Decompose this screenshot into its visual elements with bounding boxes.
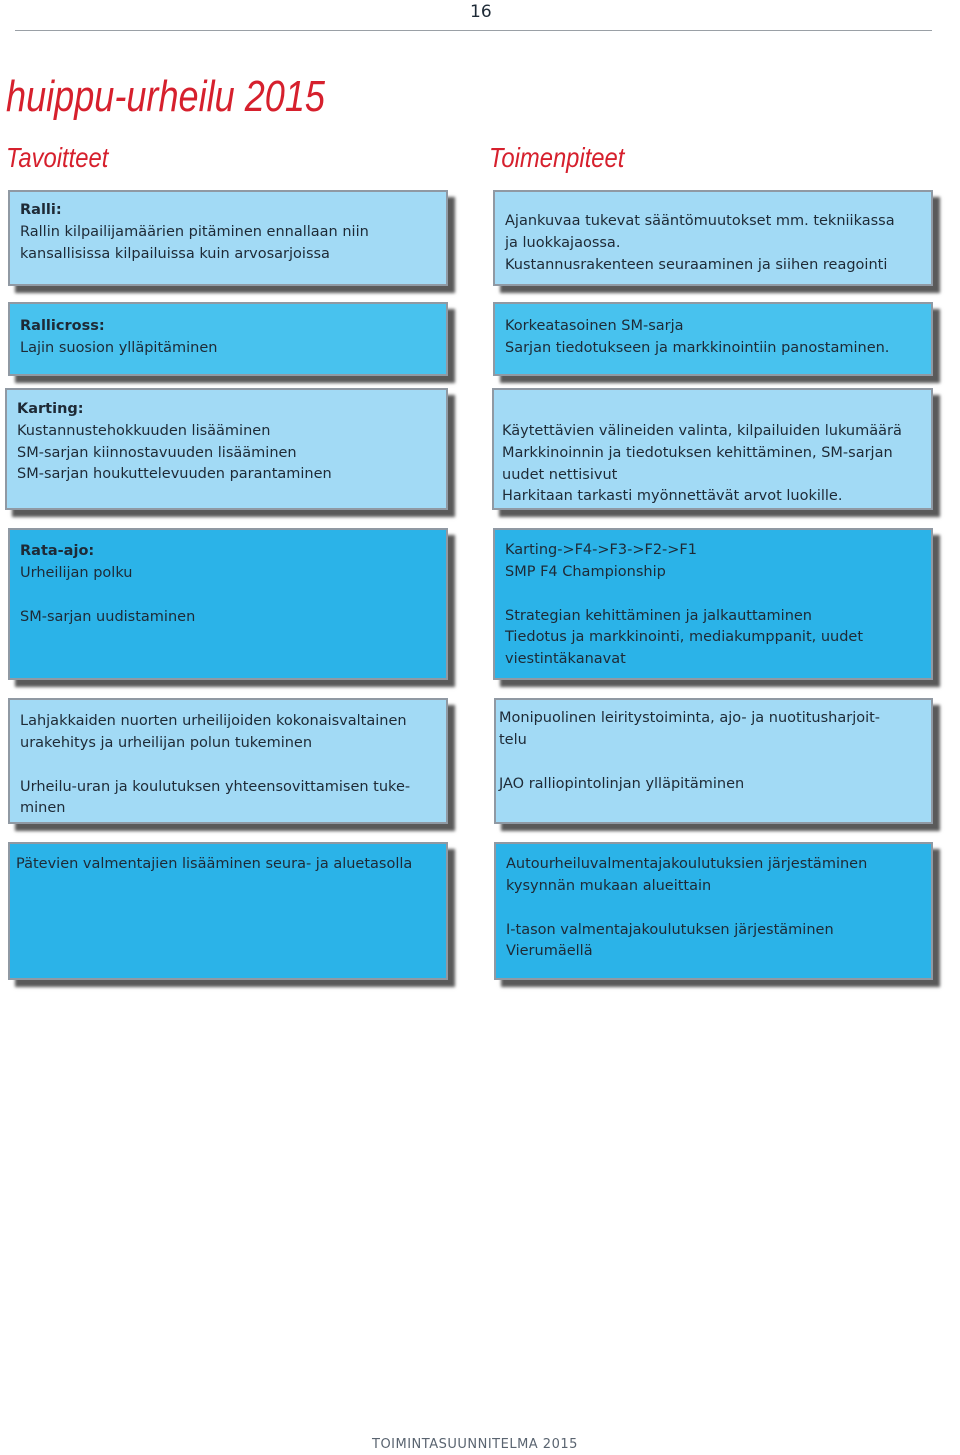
karting-goal-line: SM-sarjan kiinnostavuuden lisääminen (17, 444, 297, 461)
youth-action-line: telu (499, 731, 527, 748)
coaches-action-line: kysynnän mukaan alueittain (506, 877, 712, 894)
rata-ajo-action-line: SMP F4 Championship (505, 563, 666, 580)
ralli-action-line: ja luokkajaossa. (505, 234, 621, 251)
rata-ajo-action-line: Karting->F4->F3->F2->F1 (505, 542, 697, 558)
rata-ajo-action-line: Tiedotus ja markkinointi, mediakumppanit, uudet (505, 629, 864, 646)
youth-goal-line: urakehitys ja urheilijan polun tukeminen (20, 734, 313, 751)
rata-ajo-action-line: viestintäkanavat (505, 651, 626, 668)
rallicross-action-line: Korkeatasoinen SM-sarja (505, 318, 684, 334)
karting-action-line: uudet nettisivut (502, 466, 618, 483)
youth-action-box (494, 698, 933, 824)
spacer (505, 584, 921, 606)
rata-ajo-goal-box (8, 528, 448, 680)
karting-action-line: Käytettävien välineiden valinta, kilpailuiden lukumäärä (502, 423, 902, 439)
youth-goal-box (8, 698, 448, 824)
top-divider (15, 30, 932, 31)
footer-text: TOIMINTASUUNNITELMA 2015 (372, 1437, 578, 1452)
youth-action-line: Monipuolinen leiritystoiminta, ajo- ja nuotitusharjoit- (499, 710, 881, 726)
karting-goal-heading: Karting: (17, 401, 84, 417)
coaches-action-line: Autourheiluvalmentajakoulutuksien järjestäminen (506, 856, 868, 872)
spacer (506, 898, 921, 920)
ralli-action-box (493, 190, 933, 286)
youth-goal-line: Urheilu-uran ja koulutuksen yhteensovittamisen tuke- (20, 778, 411, 795)
rallicross-goal-line: Lajin suosion ylläpitäminen (20, 339, 218, 356)
ralli-action-line: Ajankuvaa tukevat sääntömuutokset mm. tekniikassa (505, 213, 895, 229)
youth-goal-line: Lahjakkaiden nuorten urheilijoiden kokonaisvaltainen (20, 713, 407, 729)
ralli-goal-box (8, 190, 448, 286)
rata-ajo-action-line: Strategian kehittäminen ja jalkauttaminen (505, 607, 812, 624)
rallicross-goal-box (8, 302, 448, 376)
karting-goal-line: Kustannustehokkuuden lisääminen (17, 422, 271, 439)
rallicross-goal-heading: Rallicross: (20, 318, 105, 334)
rata-ajo-action-box (493, 528, 933, 680)
page-number: 16 (470, 2, 492, 22)
youth-goal-line: minen (20, 800, 66, 817)
page-title: huippu-urheilu 2015 (6, 72, 325, 121)
goals-heading: Tavoitteet (6, 142, 109, 173)
coaches-action-line: I-tason valmentajakoulutuksen järjestäminen (506, 921, 834, 938)
spacer (499, 752, 928, 774)
ralli-goal-line: kansallisissa kilpailuissa kuin arvosarjoissa (20, 245, 330, 262)
coaches-goal-box (8, 842, 448, 980)
karting-action-line: Harkitaan tarkasti myönnettävät arvot luokille. (502, 488, 843, 505)
coaches-action-box (494, 842, 933, 980)
karting-goal-line: SM-sarjan houkuttelevuuden parantaminen (17, 466, 332, 483)
youth-action-line: JAO ralliopintolinjan ylläpitäminen (499, 775, 745, 792)
ralli-action-line: Kustannusrakenteen seuraaminen ja siihen reagointi (505, 256, 888, 273)
rata-ajo-goal-line: SM-sarjan uudistaminen (20, 608, 196, 625)
spacer (20, 755, 436, 777)
karting-goal-box (5, 388, 448, 510)
ralli-goal-line: Rallin kilpailijamäärien pitäminen ennallaan niin (20, 223, 369, 240)
ralli-goal-heading: Ralli: (20, 202, 62, 218)
rata-ajo-goal-heading: Rata-ajo: (20, 543, 95, 559)
karting-action-box (492, 388, 933, 510)
coaches-goal-line: Pätevien valmentajien lisääminen seura- ja aluetasolla (16, 856, 413, 872)
karting-action-line: Markkinoinnin ja tiedotuksen kehittäminen, SM-sarjan (502, 444, 893, 461)
rallicross-action-box (493, 302, 933, 376)
spacer (20, 585, 436, 607)
rata-ajo-goal-line: Urheilijan polku (20, 564, 133, 581)
coaches-action-line: Vierumäellä (506, 943, 593, 960)
rallicross-action-line: Sarjan tiedotukseen ja markkinointiin panostaminen. (505, 339, 890, 356)
actions-heading: Toimenpiteet (489, 142, 625, 173)
